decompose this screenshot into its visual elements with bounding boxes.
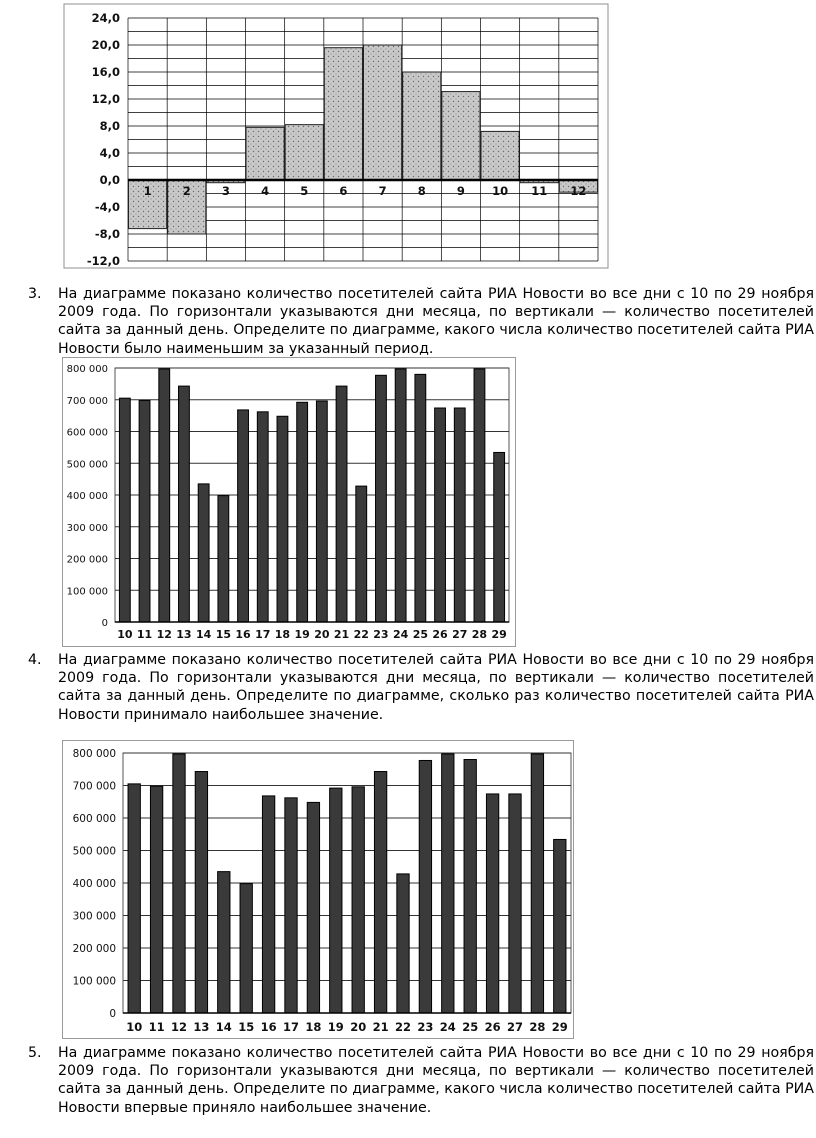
- y-tick-label: 300 000: [72, 910, 116, 923]
- bar: [173, 754, 185, 1013]
- bar: [481, 131, 519, 180]
- y-tick-label: 0: [101, 618, 108, 629]
- bar: [119, 398, 130, 622]
- chart-temperature: [62, 0, 610, 272]
- x-tick-label: 22: [353, 628, 369, 641]
- y-tick-label: 100 000: [72, 975, 116, 988]
- x-tick-label: 29: [491, 628, 507, 641]
- x-tick-label: 16: [235, 628, 251, 641]
- x-tick-label: 25: [462, 1020, 479, 1034]
- x-tick-label: 29: [551, 1020, 568, 1034]
- chart-visitors-2: [62, 740, 574, 1039]
- x-tick-label: 10: [117, 628, 133, 641]
- bar: [277, 416, 288, 622]
- x-tick-label: 13: [176, 628, 192, 641]
- x-tick-label: 22: [394, 1020, 412, 1034]
- y-tick-label: 0,0: [99, 173, 120, 187]
- x-tick-label: 12: [570, 184, 587, 198]
- bar: [330, 788, 342, 1013]
- y-tick-label: 24,0: [91, 11, 120, 25]
- x-tick-label: 11: [148, 1020, 165, 1034]
- chart-visitors-1-svg: [63, 358, 515, 646]
- bar: [262, 796, 274, 1013]
- bar: [352, 787, 364, 1013]
- y-tick-label: 200 000: [66, 554, 108, 566]
- x-tick-label: 18: [274, 628, 291, 641]
- bar: [415, 374, 426, 622]
- y-tick-label: 8,0: [99, 119, 120, 133]
- x-tick-label: 6: [339, 184, 348, 198]
- x-tick-label: 21: [333, 628, 350, 641]
- y-tick-label: 500 000: [72, 845, 116, 858]
- problem-number: 4.: [28, 652, 42, 668]
- problem-number: 5.: [28, 1045, 42, 1061]
- bar: [395, 369, 406, 622]
- y-tick-label: 800 000: [72, 748, 116, 760]
- y-tick-label: 600 000: [66, 427, 108, 439]
- x-tick-label: 12: [170, 1020, 188, 1034]
- problem-5: [28, 1044, 814, 1117]
- y-tick-label: 500 000: [66, 459, 108, 471]
- bar: [128, 784, 140, 1013]
- bar: [246, 127, 284, 180]
- bar: [285, 125, 323, 180]
- x-tick-label: 15: [215, 628, 232, 641]
- bar: [464, 760, 476, 1014]
- bar: [218, 496, 229, 622]
- y-tick-label: 300 000: [66, 522, 108, 534]
- bar: [419, 760, 431, 1013]
- bar: [336, 386, 347, 622]
- bar: [442, 92, 480, 180]
- bar: [435, 408, 446, 622]
- x-tick-label: 16: [260, 1020, 277, 1034]
- bar: [240, 884, 252, 1013]
- y-tick-label: 0: [109, 1008, 116, 1020]
- y-tick-label: 100 000: [66, 586, 108, 598]
- x-tick-label: 1: [143, 184, 152, 198]
- x-tick-label: 18: [305, 1020, 322, 1034]
- bar: [159, 369, 170, 622]
- y-tick-label: 700 000: [66, 395, 108, 407]
- x-tick-label: 12: [156, 628, 172, 641]
- x-tick-label: 25: [412, 628, 429, 641]
- bar: [195, 772, 207, 1013]
- x-tick-label: 10: [126, 1020, 143, 1034]
- x-tick-label: 24: [392, 628, 409, 641]
- x-tick-label: 26: [432, 628, 448, 641]
- x-tick-label: 4: [261, 184, 270, 198]
- x-tick-label: 19: [327, 1020, 344, 1034]
- bar: [364, 45, 402, 180]
- problem-4: [28, 651, 814, 724]
- x-tick-label: 26: [484, 1020, 501, 1034]
- chart-visitors-2-svg: [63, 741, 573, 1038]
- x-tick-label: 11: [136, 628, 153, 641]
- x-tick-label: 28: [471, 628, 488, 641]
- chart-visitors-1: [62, 357, 516, 647]
- bar: [397, 874, 409, 1013]
- x-tick-label: 14: [215, 1020, 232, 1034]
- y-tick-label: 4,0: [99, 146, 120, 160]
- bar: [297, 402, 308, 622]
- y-tick-label: -8,0: [94, 227, 120, 241]
- x-tick-label: 23: [417, 1020, 434, 1034]
- problem-text: На диаграмме показано количество посетителей сайта РИА Новости во все дни с 10 по 29 ноября 2009 года. По горизонтали указываются дни месяца, по вертикали — количество посетителей сайта за данный день. Определите по диаграмме, какого числа количество посетителей сайта РИА Новости было наименьшим за указанный период.: [58, 286, 814, 357]
- bar: [316, 401, 327, 622]
- x-tick-label: 14: [195, 628, 212, 641]
- y-tick-label: 600 000: [72, 813, 116, 825]
- x-tick-label: 23: [373, 628, 389, 641]
- bar: [403, 72, 441, 180]
- bar: [179, 386, 190, 622]
- x-tick-label: 28: [529, 1020, 546, 1034]
- x-tick-label: 20: [350, 1020, 367, 1034]
- bar: [198, 484, 209, 622]
- bar: [494, 452, 505, 622]
- y-tick-label: 12,0: [91, 92, 120, 106]
- y-tick-label: -4,0: [94, 200, 120, 214]
- x-tick-label: 24: [439, 1020, 456, 1034]
- bar: [376, 375, 387, 622]
- x-tick-label: 19: [294, 628, 310, 641]
- y-tick-label: 200 000: [72, 943, 116, 955]
- y-tick-label: 16,0: [91, 65, 120, 79]
- x-tick-label: 17: [282, 1020, 300, 1034]
- x-tick-label: 5: [300, 184, 309, 198]
- bar: [324, 48, 362, 180]
- bar: [442, 754, 454, 1013]
- bar: [554, 839, 566, 1013]
- x-tick-label: 7: [378, 184, 387, 198]
- x-tick-label: 27: [506, 1020, 524, 1034]
- y-tick-label: 800 000: [66, 364, 108, 375]
- bar: [139, 400, 150, 622]
- chart-temperature-svg: [62, 0, 610, 272]
- y-tick-label: 700 000: [72, 780, 116, 793]
- bar: [257, 412, 268, 622]
- x-tick-label: 20: [314, 628, 330, 641]
- y-tick-label: 400 000: [72, 878, 116, 890]
- x-tick-label: 17: [255, 628, 271, 641]
- x-tick-label: 9: [456, 184, 465, 198]
- y-tick-label: 400 000: [66, 491, 108, 502]
- bar: [509, 794, 521, 1013]
- bar: [238, 410, 249, 622]
- problem-3: [28, 285, 814, 358]
- bar: [285, 798, 297, 1013]
- problem-text: На диаграмме показано количество посетителей сайта РИА Новости во все дни с 10 по 29 ноября 2009 года. По горизонтали указываются дни месяца, по вертикали — количество посетителей сайта за данный день. Определите по диаграмме, какого числа количество посетителей сайта РИА Новости впервые приняло наибольшее значение.: [58, 1045, 814, 1116]
- y-tick-label: -12,0: [86, 254, 120, 268]
- problem-number: 3.: [28, 286, 42, 302]
- x-tick-label: 8: [417, 184, 426, 198]
- y-tick-label: 20,0: [91, 38, 120, 52]
- x-tick-label: 21: [372, 1020, 389, 1034]
- bar: [374, 772, 386, 1013]
- bar: [150, 786, 162, 1013]
- x-tick-label: 3: [221, 184, 230, 198]
- bar: [531, 754, 543, 1013]
- bar: [486, 794, 498, 1013]
- bar: [454, 408, 465, 622]
- bar: [356, 486, 367, 622]
- x-tick-label: 13: [193, 1020, 210, 1034]
- x-tick-label: 27: [452, 628, 468, 641]
- x-tick-label: 11: [531, 184, 548, 198]
- bar: [218, 872, 230, 1013]
- problem-text: На диаграмме показано количество посетителей сайта РИА Новости во все дни с 10 по 29 ноября 2009 года. По горизонтали указываются дни месяца, по вертикали — количество посетителей сайта за данный день. Определите по диаграмме, сколько раз количество посетителей сайта РИА Новости принимало наибольшее значение.: [58, 652, 814, 723]
- x-tick-label: 2: [182, 184, 191, 198]
- x-tick-label: 15: [238, 1020, 255, 1034]
- bar: [474, 369, 485, 622]
- bar: [307, 802, 319, 1013]
- x-tick-label: 10: [492, 184, 509, 198]
